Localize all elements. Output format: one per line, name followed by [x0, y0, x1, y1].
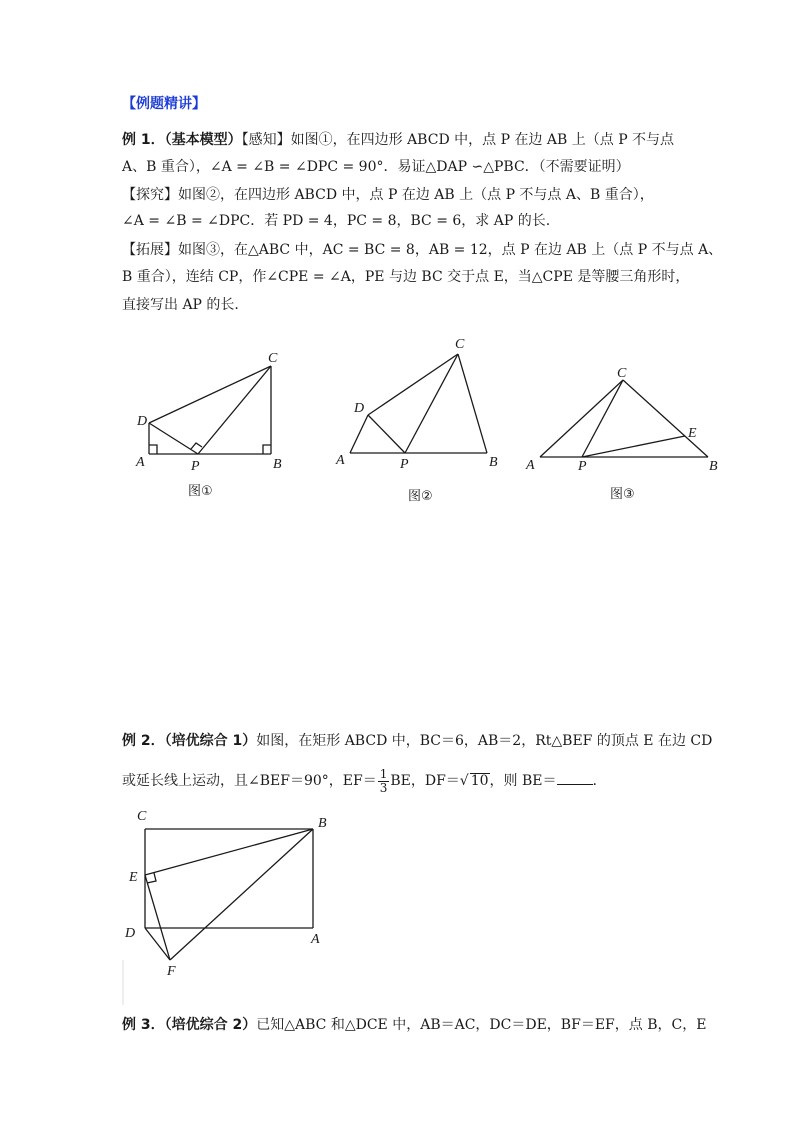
example1-tag: （基本模型） — [164, 132, 242, 148]
example2-text-2c: ，则 BE＝ — [489, 773, 557, 789]
ex2-label-E: E — [129, 870, 138, 885]
example2-label: 例 2． — [122, 733, 165, 749]
fig2-label-A: A — [336, 453, 345, 468]
fig1-label-D: D — [137, 414, 148, 429]
fig2-label-P: P — [400, 457, 409, 472]
ex2-label-B: B — [318, 816, 327, 831]
caption-figure-3: 图③ — [610, 487, 635, 502]
ex2-label-F: F — [167, 964, 176, 979]
fig2-label-C: C — [455, 337, 465, 352]
example1-line6: B 重合），连结 CP，作∠CPE = ∠A，PE 与边 BC 交于点 E，当△CPE 是等腰三角形时， — [122, 269, 690, 285]
example1-line3: 【探究】如图②，在四边形 ABCD 中，点 P 在边 AB 上（点 P 不与点 A、B 重合）， — [122, 187, 654, 203]
example1-line4: ∠A = ∠B = ∠DPC．若 PD = 4，PC = 8，BC = 6，求 AP 的长. — [122, 213, 551, 229]
fig3-label-A: A — [526, 458, 535, 473]
example2-line1 — [122, 731, 712, 751]
fig3-label-B: B — [709, 459, 718, 474]
example3-text-1: 已知△ABC 和△DCE 中，AB＝AC，DC＝DE，BF＝EF，点 B，C，E — [256, 1017, 707, 1033]
example2-text-end: . — [592, 773, 597, 789]
fig2-label-D: D — [354, 401, 365, 416]
sqrt-value: 10 — [470, 773, 489, 789]
fig2-label-B: B — [489, 455, 498, 470]
fig1-label-A: A — [136, 455, 145, 470]
ex2-label-D: D — [125, 926, 136, 941]
example1-line2: A、B 重合），∠A = ∠B = ∠DPC = 90°．易证△DAP ∽△PBC．（不需要证明） — [122, 159, 630, 175]
section-heading: 【例题精讲】 — [122, 96, 206, 112]
example2-line2 — [122, 766, 597, 796]
fraction-numerator: 1 — [379, 766, 388, 781]
example1-line7: 直接写出 AP 的长. — [122, 297, 239, 313]
sqrt-symbol: √ — [459, 773, 469, 789]
fig3-label-C: C — [617, 366, 627, 381]
example2-text-1: 如图，在矩形 ABCD 中，BC＝6，AB＝2，Rt△BEF 的顶点 E 在边 CD — [256, 733, 713, 749]
fig1-label-B: B — [273, 457, 282, 472]
caption-figure-1: 图① — [188, 484, 213, 499]
fig3-label-P: P — [578, 459, 587, 474]
fraction-denominator: 3 — [379, 780, 388, 795]
example2-tag: （培优综合 1） — [164, 733, 257, 749]
ex2-label-A: A — [311, 932, 320, 947]
example2-text-2a: 或延长线上运动，且∠BEF＝90°，EF＝ — [122, 773, 377, 789]
fig3-label-E: E — [688, 426, 697, 441]
fraction-one-third — [378, 768, 390, 795]
example3-tag: （培优综合 2） — [164, 1017, 257, 1033]
example3-line1 — [122, 1015, 706, 1035]
example1-line5: 【拓展】如图③，在△ABC 中，AC = BC = 8，AB = 12，点 P 在边 AB 上（点 P 不与点 A、 — [122, 242, 723, 258]
fig1-label-C: C — [268, 351, 278, 366]
example1-label: 例 1． — [122, 132, 165, 148]
ex2-label-C: C — [137, 809, 147, 824]
example2-text-2b: BE，DF＝ — [390, 773, 460, 789]
caption-figure-2: 图② — [408, 489, 433, 504]
fig1-label-P: P — [191, 459, 200, 474]
answer-blank — [557, 770, 593, 785]
example1-text-1: 【感知】如图①，在四边形 ABCD 中，点 P 在边 AB 上（点 P 不与点 — [241, 132, 675, 148]
example3-label: 例 3． — [122, 1017, 165, 1033]
